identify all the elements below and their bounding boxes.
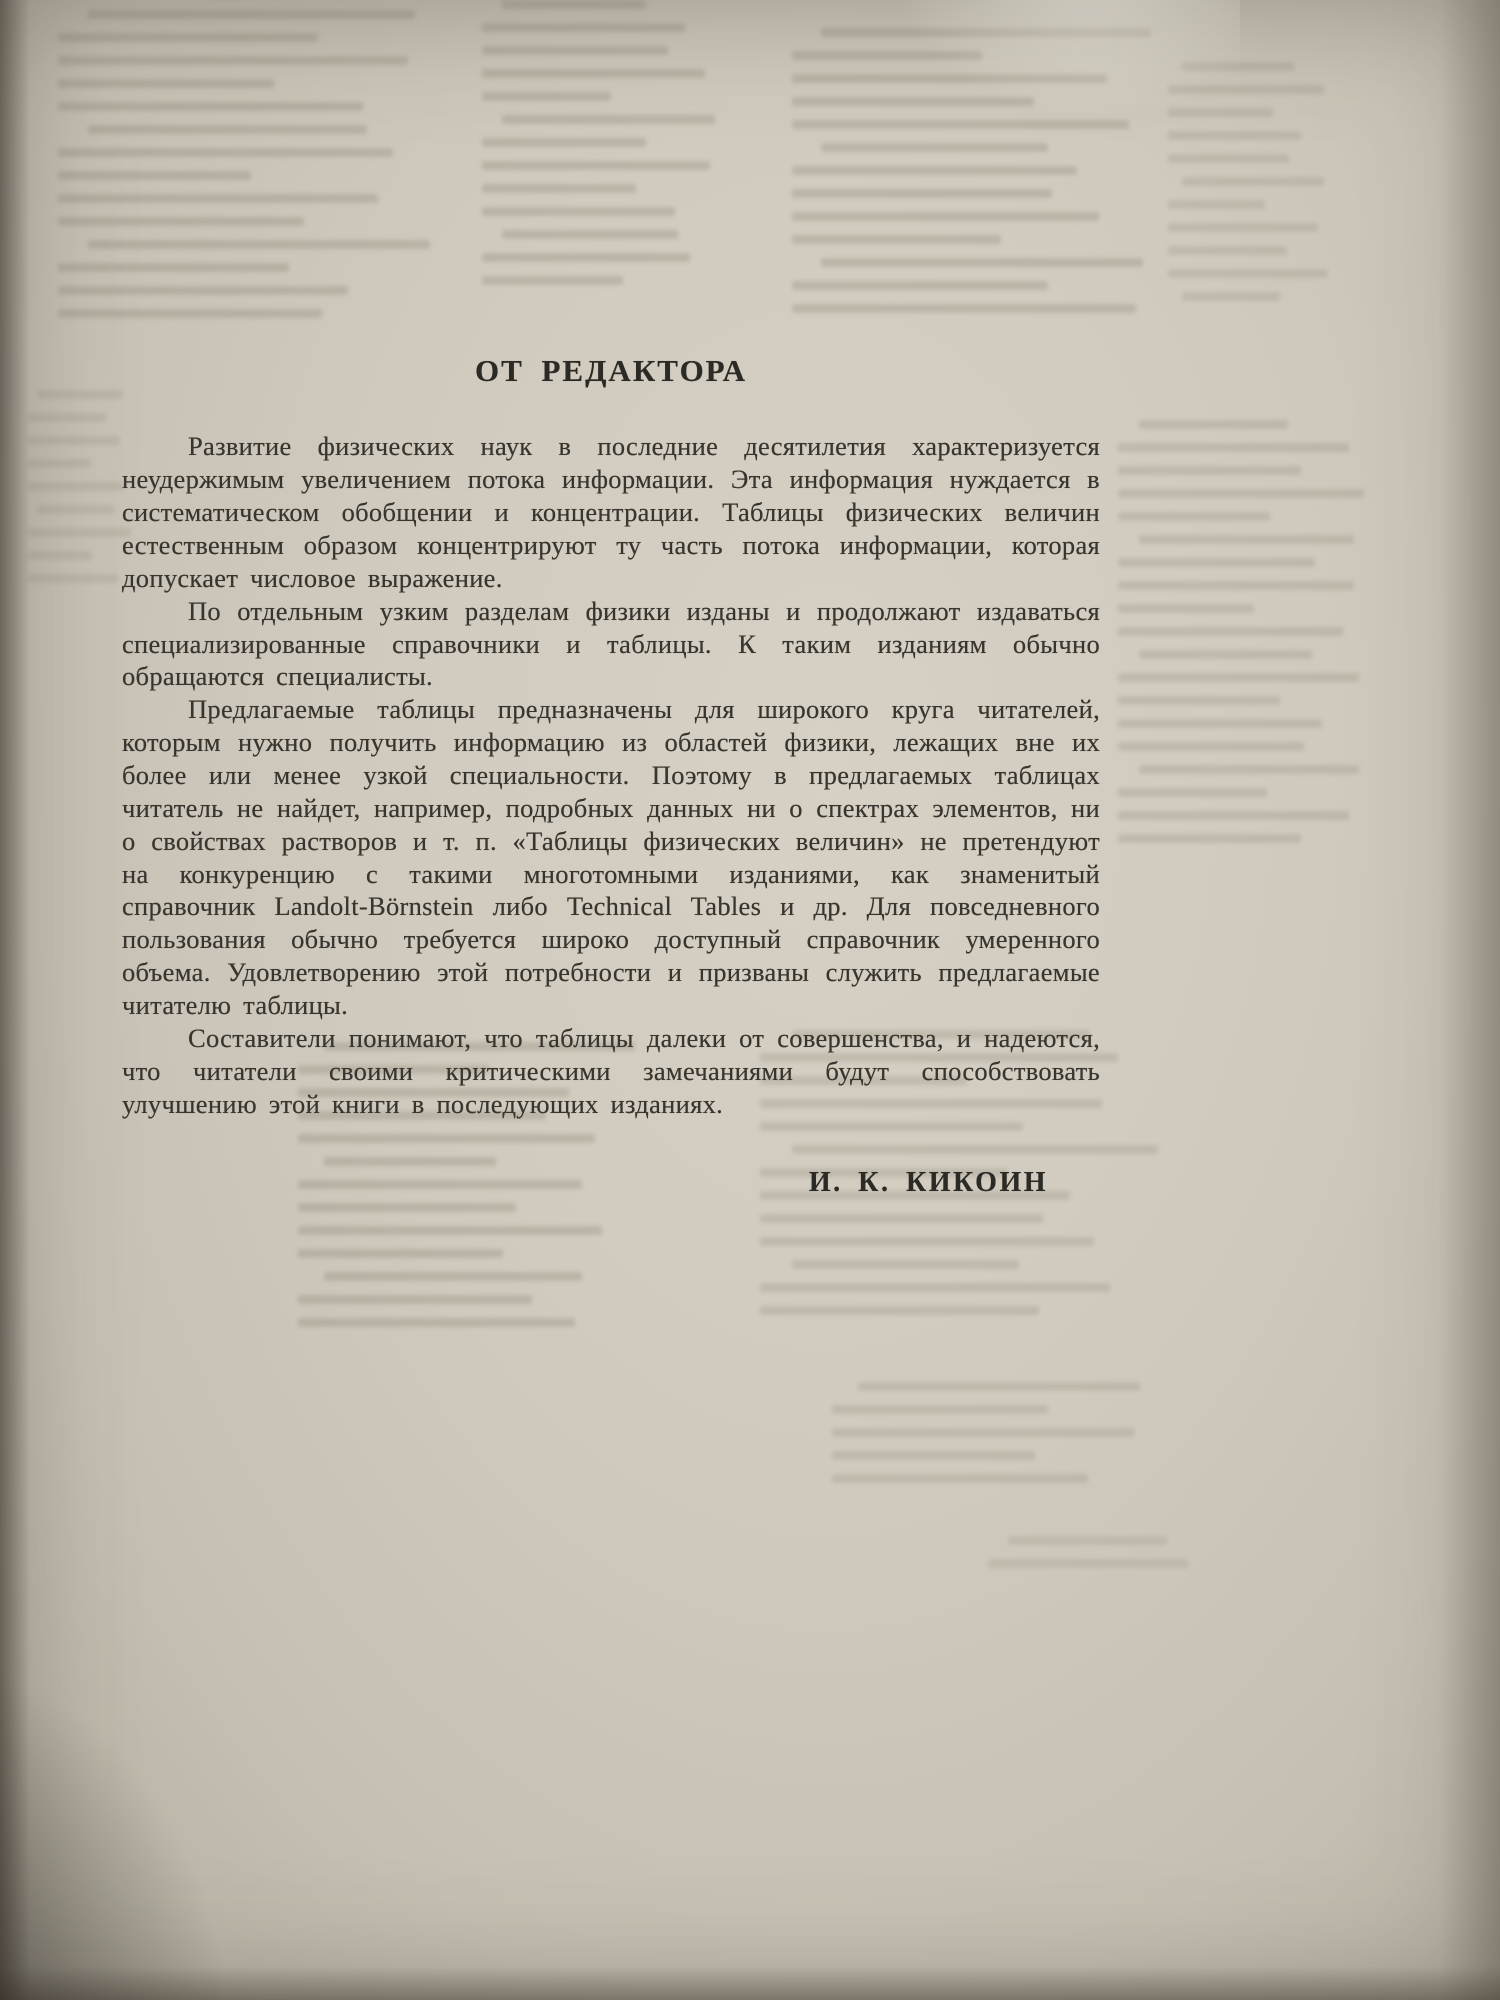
paragraph-1: Развитие физических наук в последние десятилетия характеризуется неудержимым увеличением потока информации. Эта информация нуждается в систематическом обобщении и концентрации. Таблицы физических величин естественным образом концентрируют ту часть потока информации, которая допускает числовое выражение.	[122, 431, 1100, 593]
paragraph-3: Предлагаемые таблицы предназначены для широкого круга читателей, которым нужно получить информацию из областей физики, лежащих вне их более или менее узкой специальности. Поэтому в предлагаемых таблицах читатель не найдет, например, подробных данных ни о спектрах элементов, ни о свойствах растворов и т. п. «Таблицы физических величин» не претендуют на конкуренцию с такими многотомными изданиями, как знаменитый справочник Landolt-Börnstein либо Technical Tables и др. Для повседневного пользования обычно требуется широко доступный справочник умеренного объема. Удовлетворению этой потребности и призваны служить предлагаемые читателю таблицы.	[122, 694, 1100, 1021]
paragraph-4: Составители понимают, что таблицы далеки от совершенства, и надеются, что читатели своими критическими замечаниями будут способствовать улучшению этой книги в последующих изданиях.	[122, 1022, 1100, 1119]
page-content	[122, 352, 1100, 1201]
bleedthrough-text-lower-right	[988, 1536, 1244, 1582]
photo-edge-right	[1440, 0, 1500, 2000]
paragraph-2: По отдельным узким разделам физики изданы и продолжают издаваться специализированные справочники и таблицы. К таким изданиям обычно обращаются специалисты.	[122, 595, 1100, 692]
bleedthrough-text-top-center	[482, 0, 730, 299]
photo-shadow-bottom-left	[0, 1660, 240, 2000]
photo-edge-bottom	[0, 1966, 1500, 2000]
bleedthrough-text-top-right	[792, 28, 1158, 327]
bleedthrough-text-lower-center	[832, 1382, 1160, 1497]
photo-edge-left	[0, 0, 30, 2000]
photo-highlight-top-right	[880, 0, 1240, 120]
editor-signature: И. К. КИКОИН	[808, 1167, 1048, 1199]
bleedthrough-text-right-column	[1118, 420, 1380, 857]
bleedthrough-text-top-left	[58, 10, 430, 332]
bleedthrough-text-right-edge-top	[1168, 62, 1338, 315]
page-title: ОТ РЕДАКТОРА	[474, 353, 748, 388]
